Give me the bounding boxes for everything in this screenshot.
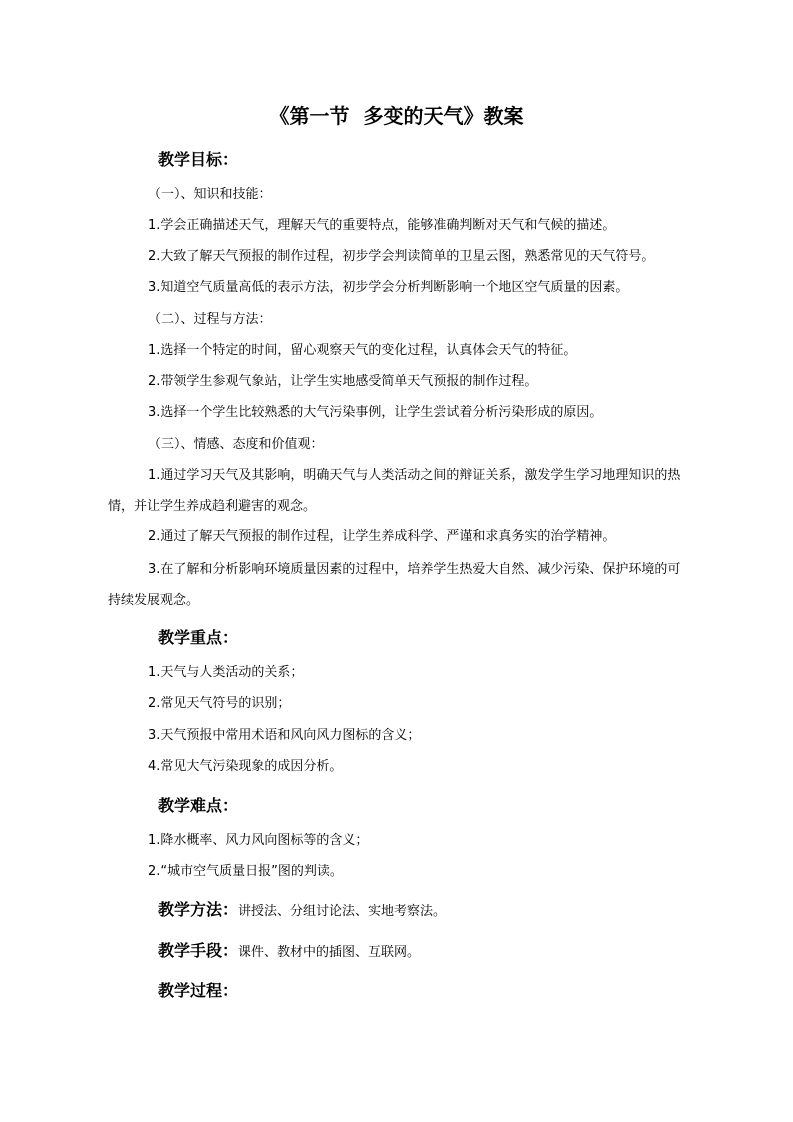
process-item-1: 1.选择一个特定的时间，留心观察天气的变化过程，认真体会天气的特征。 — [148, 343, 577, 358]
key-points-heading: 教学重点： — [158, 628, 239, 647]
key-point-item-4: 4.常见大气污染现象的成因分析。 — [148, 759, 343, 774]
values-item-2: 2.通过了解天气预报的制作过程，让学生养成科学、严谨和求真务实的治学精神。 — [148, 529, 616, 544]
values-item-3: 3.在了解和分析影响环境质量因素的过程中，培养学生热爱大自然、减少污染、保护环境的可持续发展观念。 — [108, 562, 681, 608]
methods-row — [158, 899, 446, 923]
knowledge-item-2: 2.大致了解天气预报的制作过程，初步学会判读简单的卫星云图，熟悉常见的天气符号。 — [148, 249, 655, 264]
process-item-3: 3.选择一个学生比较熟悉的大气污染事例，让学生尝试着分析污染形成的原因。 — [148, 405, 603, 420]
process-item-2: 2.带领学生参观气象站，让学生实地感受简单天气预报的制作过程。 — [148, 374, 538, 389]
means-text: 课件、教材中的插图、互联网。 — [238, 945, 421, 960]
document-title: 《第一节 多变的天气》教案 — [269, 104, 524, 128]
key-point-item-3: 3.天气预报中常用术语和风向风力图标的含义； — [148, 728, 421, 743]
values-item-1: 1.通过学习天气及其影响，明确天气与人类活动之间的辩证关系，激发学生学习地理知识的热情，并让学生养成趋利避害的观念。 — [108, 468, 681, 514]
objectives-heading: 教学目标： — [158, 150, 239, 169]
difficulty-item-2: 2.“城市空气质量日报”图的判读。 — [148, 864, 343, 879]
process-heading: 教学过程： — [158, 981, 239, 1000]
key-point-item-1: 1.天气与人类活动的关系； — [148, 665, 304, 680]
methods-text: 讲授法、分组讨论法、实地考察法。 — [238, 904, 447, 919]
difficulty-item-1: 1.降水概率、风力风向图标等的含义； — [148, 833, 369, 848]
objectives-subheading-values: （三）、情感、态度和价值观： — [148, 437, 324, 452]
key-point-item-2: 2.常见天气符号的识别； — [148, 696, 291, 711]
objectives-subheading-knowledge: （一）、知识和技能： — [148, 187, 272, 202]
methods-heading: 教学方法： — [158, 900, 239, 919]
objectives-subheading-process: （二）、过程与方法： — [148, 312, 272, 327]
knowledge-item-1: 1.学会正确描述天气，理解天气的重要特点，能够准确判断对天气和气候的描述。 — [148, 218, 616, 233]
difficulties-heading: 教学难点： — [158, 796, 239, 815]
means-row — [158, 940, 420, 964]
means-heading: 教学手段： — [158, 941, 239, 960]
knowledge-item-3: 3.知道空气质量高低的表示方法，初步学会分析判断影响一个地区空气质量的因素。 — [148, 280, 629, 295]
